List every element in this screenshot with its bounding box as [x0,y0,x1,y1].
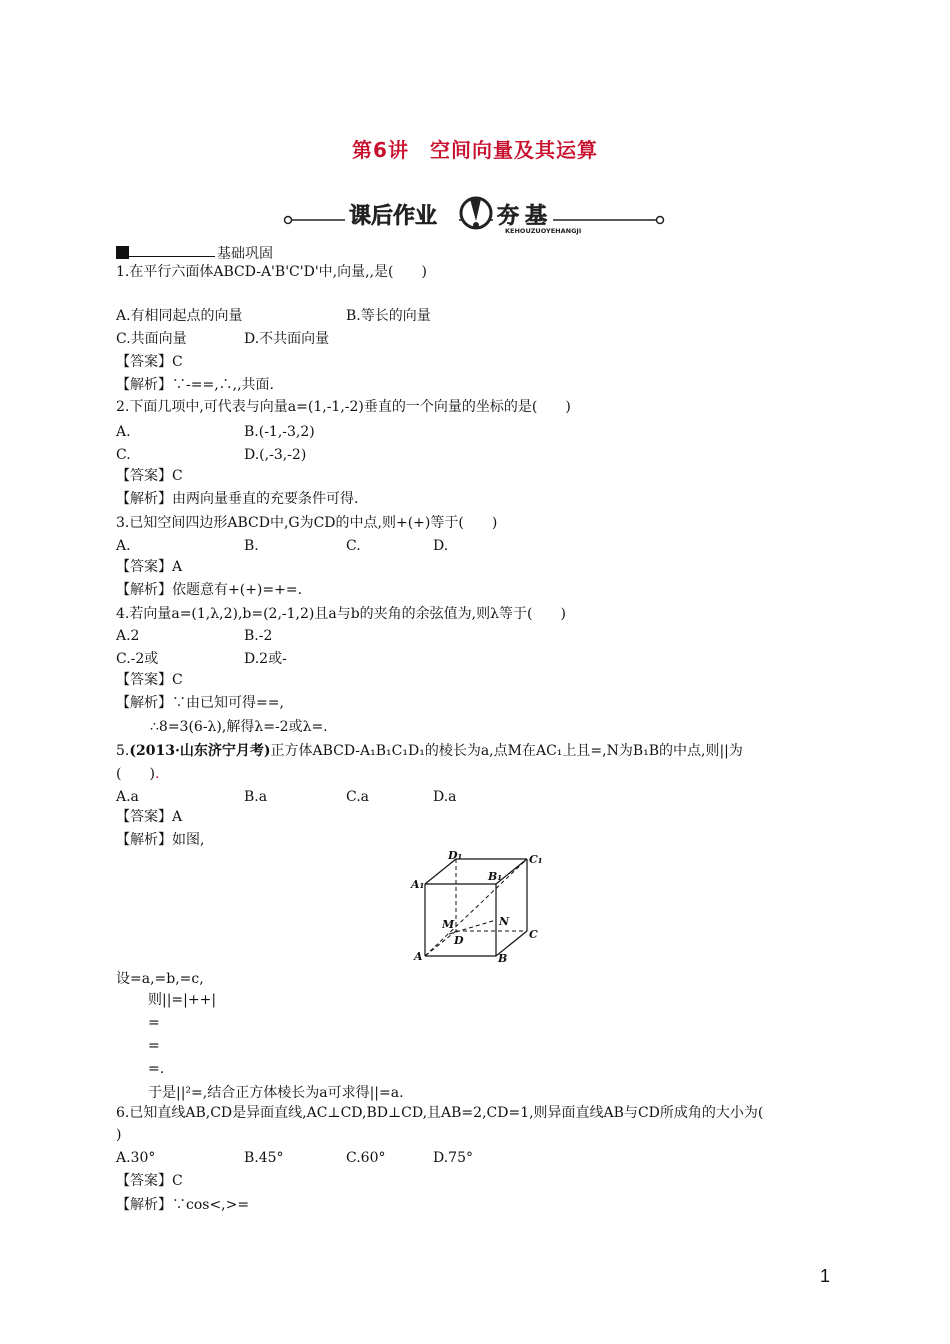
q5-paren: ( ) [116,766,155,782]
q4-option-c: C.-2或 [116,651,159,667]
q5-option-c: C.a [346,789,370,805]
q5-number: 5. [116,743,130,759]
q6-option-c: C.60° [346,1150,386,1166]
q5-text: 正方体ABCD-A₁B₁C₁D₁的棱长为a,点M在AC₁上且=,N为B₁B的中点,则||为 [270,743,743,759]
q5-calc-1: 则||=|++| [148,992,217,1008]
q6-analysis: 【解析】∵cos<,>= [116,1197,250,1213]
q3-option-b: B. [244,538,259,554]
q6-option-d: D.75° [433,1150,473,1166]
q4-option-b: B.-2 [244,628,273,644]
q2-option-c: C. [116,447,131,463]
page-number: 1 [820,1266,831,1286]
q2-answer: 【答案】C [116,468,183,484]
q1-answer: 【答案】C [116,354,183,370]
q2-option-b: B.(-1,-3,2) [244,424,315,440]
q5-setup: 设=a,=b,=c, [116,971,204,987]
q6-stem: 6.已知直线AB,CD是异面直线,AC⊥CD,BD⊥CD,且AB=2,CD=1,则异面直线AB与CD所成角的大小为( [116,1105,764,1121]
page-title: 第6讲 空间向量及其运算 [352,138,598,162]
q4-option-d: D.2或- [244,651,287,667]
q3-stem: 3.已知空间四边形ABCD中,G为CD的中点,则+(+)等于( ) [116,515,498,531]
q5-stem [116,742,743,760]
label-c1: C₁ [529,853,543,866]
label-d1: D₁ [448,850,463,862]
banner-pinyin: KEHOUZUOYEHANGJI [505,227,582,235]
q3-answer: 【答案】A [116,559,183,575]
q5-calc-4: =. [148,1061,165,1077]
label-m: M [442,918,455,931]
q6-stem-cont: ) [116,1127,122,1143]
q3-option-a: A. [116,538,131,554]
label-c: C [529,928,538,941]
q5-analysis: 【解析】如图, [116,832,205,848]
section-label: 基础巩固 [217,246,273,262]
q5-dot: . [154,766,160,782]
q3-option-d: D. [433,538,449,554]
label-a1: A₁ [411,878,425,891]
q6-option-a: A.30° [116,1150,156,1166]
q3-analysis: 【解析】依题意有+(+)=+=. [116,582,303,598]
q1-option-c: C.共面向量 [116,331,187,347]
q1-analysis: 【解析】∵-==,∴,,共面. [116,377,274,393]
q4-analysis: 【解析】∵由已知可得==, [116,695,284,711]
q5-calc-3: = [148,1038,160,1054]
q1-option-d: D.不共面向量 [244,331,330,347]
label-a: A [414,950,423,963]
q5-option-b: B.a [244,789,268,805]
label-n: N [499,915,510,928]
q3-option-c: C. [346,538,361,554]
q5-calc-2: = [148,1015,160,1031]
q4-option-a: A.2 [116,628,140,644]
q2-analysis: 【解析】由两向量垂直的充要条件可得. [116,491,359,507]
label-d: D [454,934,464,947]
q5-stem-cont [116,765,159,783]
q1-stem: 1.在平行六面体ABCD-A'B'C'D'中,向量,,是( ) [116,264,427,280]
q5-option-d: D.a [433,789,457,805]
q2-option-d: D.(,-3,-2) [244,447,307,463]
q1-option-b: B.等长的向量 [346,308,431,324]
label-b: B [498,952,508,965]
q6-option-b: B.45° [244,1150,284,1166]
section-underline [129,256,215,257]
banner-label-right: 夯基 [497,204,554,229]
section-heading [116,243,273,263]
section-square-icon [116,246,129,259]
q4-answer: 【答案】C [116,672,183,688]
q2-option-a: A. [116,424,131,440]
label-b1: B₁ [488,870,503,883]
cube-figure [408,850,548,965]
q4-analysis-cont: ∴8=3(6-λ),解得λ=-2或λ=. [150,719,328,735]
q2-stem: 2.下面几项中,可代表与向量a=(1,-1,-2)垂直的一个向量的坐标的是( ) [116,399,571,415]
q5-conclusion: 于是||²=,结合正方体棱长为a可求得||=a. [148,1085,404,1101]
q5-option-a: A.a [116,789,139,805]
homework-banner [283,193,665,235]
q5-answer: 【答案】A [116,809,183,825]
q6-answer: 【答案】C [116,1173,183,1189]
q5-source: (2013·山东济宁月考) [129,743,271,759]
q4-stem: 4.若向量a=(1,λ,2),b=(2,-1,2)且a与b的夹角的余弦值为,则λ等于( ) [116,606,566,622]
banner-label-left: 课后作业 [349,204,438,229]
q1-option-a: A.有相同起点的向量 [116,308,243,324]
